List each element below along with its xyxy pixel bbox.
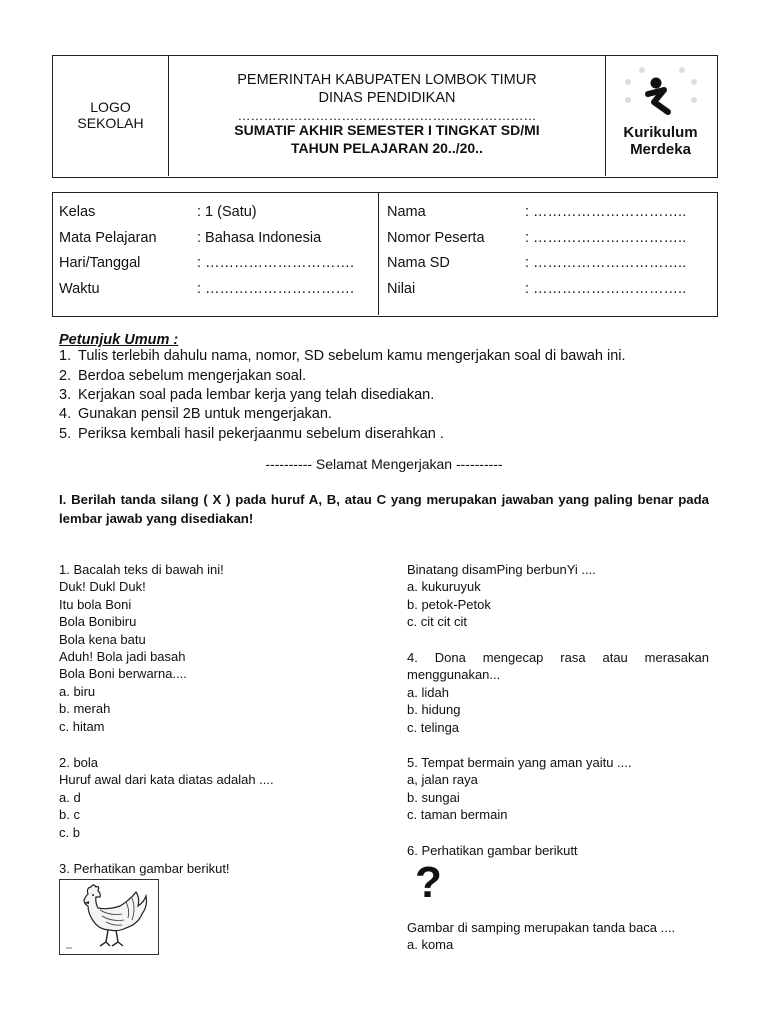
question-line: 4. Dona mengecap rasa atau merasakan [407,650,709,665]
instruction-text: Berdoa sebelum mengerjakan soal. [78,368,307,384]
question-line: Aduh! Bola jadi basah [59,649,186,665]
instruction-item [59,406,332,422]
info-value: : 1 (Satu) [197,204,257,220]
answer-option: b. petok-Petok [407,596,491,612]
info-value: : …………………………. [197,255,355,271]
info-divider [378,192,379,315]
info-label: Hari/Tanggal [59,255,141,271]
instruction-number: 5. [59,426,72,442]
info-value: : Bahasa Indonesia [197,230,322,246]
question-line: 5. Tempat bermain yang aman yaitu .... [407,755,632,770]
kurikulum-merdeka-logo [606,56,715,175]
answer-option: c. cit cit cit [407,614,467,630]
question-line: menggunakan... [407,667,501,683]
info-value: : ………………………….. [525,230,687,246]
info-label: Nilai [387,281,416,297]
question-line: Itu bola Boni [59,596,132,612]
question-5 [407,754,709,824]
answer-option: b. sungai [407,789,460,805]
question-line: Duk! Dukl Duk! [59,579,146,595]
government-title: PEMERINTAH KABUPATEN LOMBOK TIMUR [237,72,537,88]
info-label: Nama [387,204,426,220]
question-line: Bola kena batu [59,631,146,647]
info-value: : ………………………….. [525,281,687,297]
instruction-text: Gunakan pensil 2B untuk mengerjakan. [78,406,332,422]
info-label: Kelas [59,204,96,220]
instruction-item [59,387,434,403]
answer-option: b. merah [59,701,111,717]
exam-title: SUMATIF AKHIR SEMESTER I TINGKAT SD/MI [234,122,540,138]
info-label: Mata Pelajaran [59,230,157,246]
answer-option: b. c [59,807,80,823]
answer-option: c. taman bermain [407,807,508,823]
answer-option: a. biru [59,683,96,699]
answer-option: a. lidah [407,684,449,700]
instruction-text: Tulis terlebih dahulu nama, nomor, SD sebelum kamu mengerjakan soal di bawah ini. [78,348,626,364]
question-6: 6. Perhatikan gambar berikutt [407,843,578,858]
logo-text-line: SEKOLAH [77,115,144,131]
question-3-continued [407,561,709,631]
info-value: : …………………………. [197,281,355,297]
answer-option: c. b [59,824,80,840]
answer-option: c. hitam [59,718,105,734]
section-instruction: I. Berilah tanda silang ( X ) pada huruf A, B, atau C yang merupakan jawaban yang paling benar pada lembar jawab yang disediakan! [59,492,709,526]
instruction-item [59,368,306,384]
instruction-item [59,426,444,442]
question-4 [407,649,709,736]
instructions-heading: Petunjuk Umum : [59,332,179,348]
instruction-number: 1. [59,348,72,364]
question-line: Binatang disamPing berbunYi .... [407,562,596,577]
dotted-line: …………………………………………………………… [237,108,537,123]
answer-option: a. kukuruyuk [407,579,481,595]
answer-option: b. hidung [407,702,461,718]
question-3: 3. Perhatikan gambar berikut! [59,861,230,876]
instruction-text: Periksa kembali hasil pekerjaanmu sebelum diserahkan . [78,426,444,442]
question-line: Huruf awal dari kata diatas adalah .... [59,772,274,788]
instruction-number: 3. [59,387,72,403]
question-mark-image: ? [415,858,442,907]
logo-text-line: LOGO [90,99,131,115]
answer-option: a. koma [407,937,454,953]
instruction-number: 2. [59,368,72,384]
rooster-icon [60,880,158,954]
instruction-item [59,348,626,364]
answer-option: a. d [59,789,81,805]
info-label: Nama SD [387,255,450,271]
question-line: Gambar di samping merupakan tanda baca .... [407,920,676,935]
info-label: Nomor Peserta [387,230,485,246]
department-title: DINAS PENDIDIKAN [318,90,456,106]
question-6-continued [407,919,709,954]
kurikulum-merdeka-icon [606,56,715,126]
brand-line: Merdeka [630,141,691,158]
question-1 [59,561,379,735]
question-line: 2. bola [59,755,99,770]
question-line: Bola Bonibiru [59,614,137,630]
instruction-number: 4. [59,406,72,422]
greeting-line: ---------- Selamat Mengerjakan ---------- [265,456,503,472]
question-2 [59,754,379,841]
school-logo-placeholder [53,99,168,131]
answer-option: a, jalan raya [407,772,478,788]
rooster-image [59,879,159,955]
answer-option: c. telinga [407,719,460,735]
question-line: Bola Boni berwarna.... [59,666,187,682]
info-value: : ………………………….. [525,204,687,220]
question-line: 1. Bacalah teks di bawah ini! [59,562,224,577]
brand-line: Kurikulum [623,124,698,141]
info-value: : ………………………….. [525,255,687,271]
school-year: TAHUN PELAJARAN 20../20.. [291,140,483,156]
info-label: Waktu [59,281,100,297]
instruction-text: Kerjakan soal pada lembar kerja yang telah disediakan. [78,387,435,403]
